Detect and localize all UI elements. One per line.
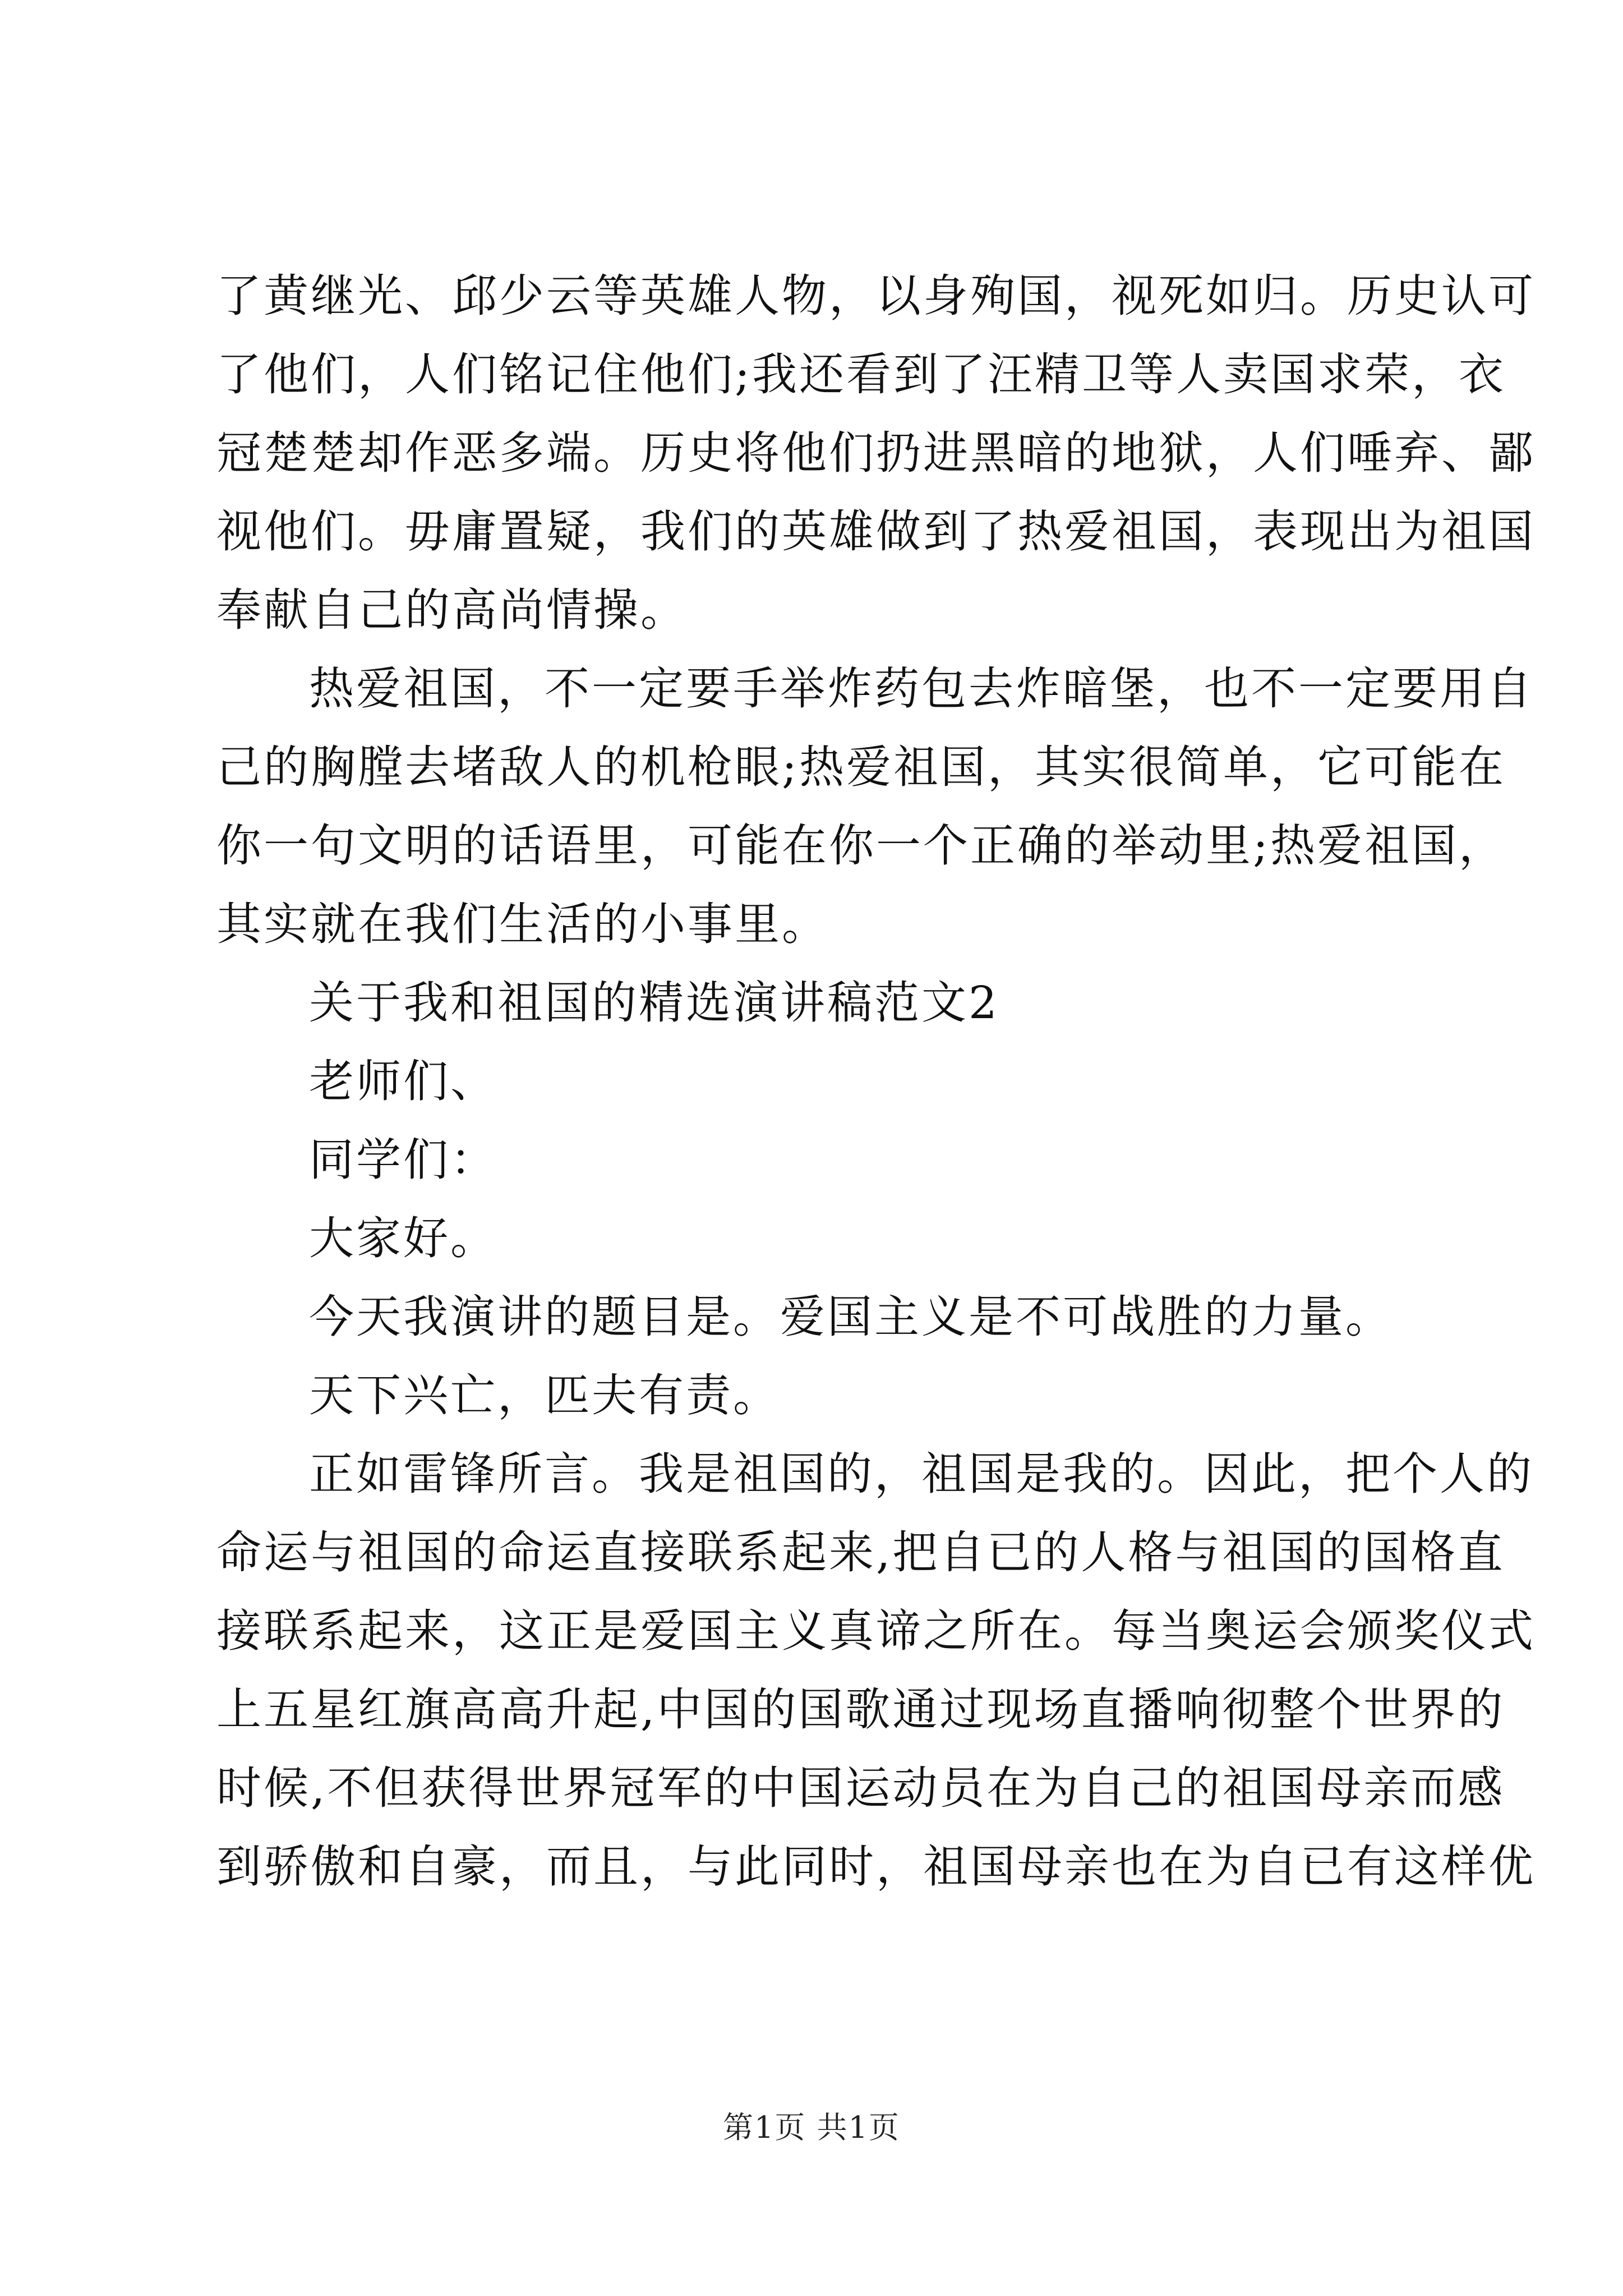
paragraph-line: 今天我演讲的题目是。爱国主义是不可战胜的力量。 [309,1291,1393,1343]
text-line: 上五星红旗高高升起,中国的国歌通过现场直播响彻整个世界的 [216,1683,1505,1736]
paragraph-line: 天下兴亡，匹夫有责。 [309,1369,780,1421]
text-line: 己的胸膛去堵敌人的机枪眼;热爱祖国，其实很简单，它可能在 [216,741,1506,793]
text-line: 了他们，人们铭记住他们;我还看到了汪精卫等人卖国求荣，衣 [216,348,1506,401]
text-line: 冠楚楚却作恶多端。历史将他们扔进黑暗的地狱，人们唾弃、鄙 [216,427,1536,479]
page-number-footer: 第1页 共1页 [723,2110,900,2145]
text-line: 奉献自己的高尚情操。 [216,584,688,636]
paragraph-first-line: 正如雷锋所言。我是祖国的，祖国是我的。因此，把个人的 [309,1448,1534,1500]
text-line: 命运与祖国的命运直接联系起来,把自已的人格与祖国的国格直 [216,1526,1505,1579]
text-line: 到骄傲和自豪，而且，与此同时，祖国母亲也在为自已有这样优 [216,1841,1536,1893]
text-line: 你一句文明的话语里，可能在你一个正确的举动里;热爱祖国， [216,820,1506,872]
text-line: 其实就在我们生活的小事里。 [216,898,829,950]
section-heading: 关于我和祖国的精选演讲稿范文2 [309,977,999,1029]
salutation-line: 老师们、 [309,1055,497,1107]
text-line: 视他们。毋庸置疑，我们的英雄做到了热爱祖国，表现出为祖国 [216,505,1536,558]
text-line: 接联系起来，这正是爱国主义真谛之所在。每当奥运会颁奖仪式 [216,1605,1536,1657]
text-line: 了黄继光、邱少云等英雄人物，以身殉国，视死如归。历史认可 [216,270,1536,322]
salutation-line: 同学们： [309,1134,497,1186]
text-line: 时候,不但获得世界冠军的中国运动员在为自己的祖国母亲而感 [216,1762,1505,1814]
greeting-line: 大家好。 [309,1212,497,1264]
paragraph-first-line: 热爱祖国，不一定要手举炸药包去炸暗堡，也不一定要用自 [309,662,1534,715]
